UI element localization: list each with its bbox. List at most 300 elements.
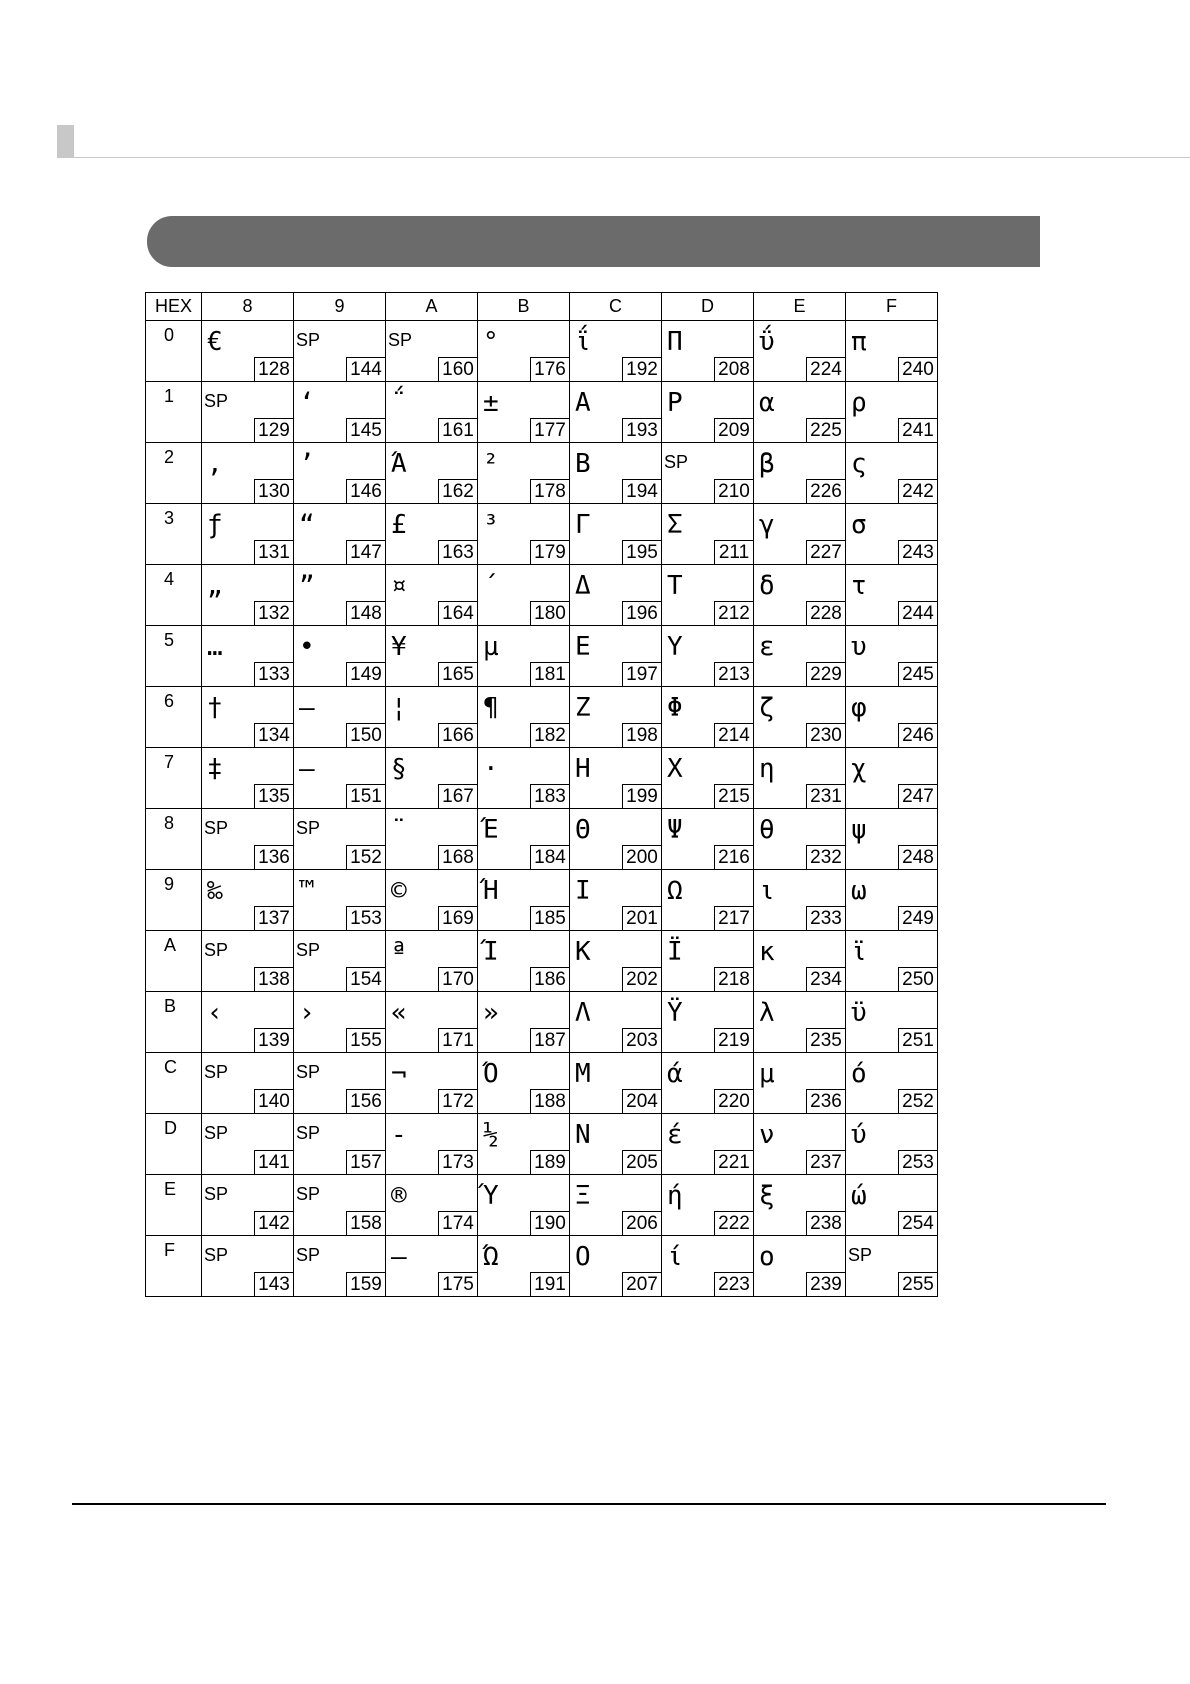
char-glyph: Ρ bbox=[667, 388, 683, 418]
char-glyph: ¥ bbox=[391, 632, 407, 662]
char-cell bbox=[386, 504, 478, 565]
char-cell bbox=[570, 565, 662, 626]
char-cell bbox=[478, 748, 570, 809]
char-code: 129 bbox=[254, 418, 294, 443]
char-code: 167 bbox=[438, 784, 478, 809]
char-glyph: SP bbox=[204, 1184, 229, 1204]
char-cell bbox=[202, 1175, 294, 1236]
table-row bbox=[146, 321, 938, 382]
char-code: 236 bbox=[806, 1089, 846, 1114]
hex-corner-label: HEX bbox=[146, 293, 202, 321]
char-glyph: ª bbox=[391, 937, 407, 967]
char-code: 142 bbox=[254, 1211, 294, 1236]
char-glyph: SP bbox=[204, 1245, 229, 1265]
char-glyph: ¬ bbox=[391, 1059, 407, 1089]
char-cell bbox=[202, 1053, 294, 1114]
char-code: 146 bbox=[346, 479, 386, 504]
char-glyph: « bbox=[391, 998, 407, 1028]
char-cell bbox=[754, 1175, 846, 1236]
char-glyph: Ξ bbox=[575, 1181, 591, 1211]
char-code: 141 bbox=[254, 1150, 294, 1175]
char-glyph: ί bbox=[667, 1242, 683, 1272]
table-row bbox=[146, 1236, 938, 1297]
char-code: 165 bbox=[438, 662, 478, 687]
char-glyph: μ bbox=[759, 1059, 775, 1089]
char-glyph: ” bbox=[299, 571, 315, 601]
char-glyph: Φ bbox=[667, 693, 683, 723]
table-row bbox=[146, 931, 938, 992]
char-cell bbox=[570, 443, 662, 504]
char-cell bbox=[202, 565, 294, 626]
char-code: 217 bbox=[714, 906, 754, 931]
char-glyph: Σ bbox=[667, 510, 683, 540]
char-code: 133 bbox=[254, 662, 294, 687]
char-glyph: § bbox=[391, 754, 407, 784]
char-cell bbox=[294, 870, 386, 931]
char-code: 255 bbox=[898, 1272, 938, 1297]
char-code: 168 bbox=[438, 845, 478, 870]
char-code: 234 bbox=[806, 967, 846, 992]
char-code: 154 bbox=[346, 967, 386, 992]
char-cell bbox=[478, 1053, 570, 1114]
char-glyph: ― bbox=[391, 1242, 407, 1272]
char-cell bbox=[478, 809, 570, 870]
char-glyph: SP bbox=[204, 391, 229, 411]
char-cell bbox=[386, 748, 478, 809]
char-glyph: ¶ bbox=[483, 693, 499, 723]
char-cell bbox=[754, 931, 846, 992]
char-code: 157 bbox=[346, 1150, 386, 1175]
char-cell bbox=[294, 382, 386, 443]
char-code: 163 bbox=[438, 540, 478, 565]
char-glyph: ƒ bbox=[207, 510, 223, 540]
char-code: 241 bbox=[898, 418, 938, 443]
char-cell bbox=[570, 1236, 662, 1297]
char-glyph: ξ bbox=[759, 1181, 775, 1211]
char-code: 244 bbox=[898, 601, 938, 626]
char-glyph: SP bbox=[848, 1245, 873, 1265]
char-cell bbox=[202, 687, 294, 748]
char-cell bbox=[478, 1236, 570, 1297]
table-row bbox=[146, 992, 938, 1053]
char-glyph: ι bbox=[759, 876, 775, 906]
char-glyph: ½ bbox=[483, 1120, 499, 1150]
char-cell bbox=[294, 626, 386, 687]
char-code: 193 bbox=[622, 418, 662, 443]
char-code: 138 bbox=[254, 967, 294, 992]
char-code: 170 bbox=[438, 967, 478, 992]
char-code: 215 bbox=[714, 784, 754, 809]
char-glyph: SP bbox=[388, 330, 413, 350]
char-code: 147 bbox=[346, 540, 386, 565]
char-glyph: SP bbox=[296, 1062, 321, 1082]
table-row bbox=[146, 565, 938, 626]
title-bar bbox=[147, 216, 1040, 267]
char-cell bbox=[478, 504, 570, 565]
char-cell bbox=[662, 931, 754, 992]
char-glyph: α bbox=[759, 388, 775, 418]
char-cell bbox=[570, 748, 662, 809]
char-glyph: ΰ bbox=[759, 327, 775, 357]
row-header: 7 bbox=[146, 748, 202, 809]
char-glyph: µ bbox=[483, 632, 499, 662]
row-header: D bbox=[146, 1114, 202, 1175]
char-glyph: η bbox=[759, 754, 775, 784]
char-glyph: Έ bbox=[483, 815, 499, 845]
char-cell bbox=[662, 1053, 754, 1114]
char-glyph: φ bbox=[851, 693, 867, 723]
char-cell bbox=[754, 809, 846, 870]
char-code: 245 bbox=[898, 662, 938, 687]
char-cell bbox=[202, 443, 294, 504]
char-glyph: ¨ bbox=[391, 815, 407, 845]
row-header: 1 bbox=[146, 382, 202, 443]
char-cell bbox=[478, 1175, 570, 1236]
char-cell bbox=[754, 1053, 846, 1114]
char-cell bbox=[386, 1175, 478, 1236]
char-cell bbox=[662, 504, 754, 565]
char-cell bbox=[662, 809, 754, 870]
char-code: 216 bbox=[714, 845, 754, 870]
char-code: 221 bbox=[714, 1150, 754, 1175]
char-glyph: SP bbox=[204, 940, 229, 960]
char-cell bbox=[570, 870, 662, 931]
char-code: 152 bbox=[346, 845, 386, 870]
row-header: 5 bbox=[146, 626, 202, 687]
char-glyph: SP bbox=[204, 818, 229, 838]
char-glyph: ® bbox=[391, 1181, 407, 1211]
char-glyph: Ψ bbox=[667, 815, 683, 845]
row-header: F bbox=[146, 1236, 202, 1297]
char-glyph: SP bbox=[296, 940, 321, 960]
char-glyph: δ bbox=[759, 571, 775, 601]
char-code: 144 bbox=[346, 357, 386, 382]
char-cell bbox=[202, 1236, 294, 1297]
char-cell bbox=[294, 931, 386, 992]
char-glyph: Ή bbox=[483, 876, 499, 906]
char-code: 242 bbox=[898, 479, 938, 504]
char-cell bbox=[478, 870, 570, 931]
char-glyph: τ bbox=[851, 571, 867, 601]
char-glyph: υ bbox=[851, 632, 867, 662]
char-code: 229 bbox=[806, 662, 846, 687]
char-glyph: … bbox=[207, 632, 223, 662]
char-code: 253 bbox=[898, 1150, 938, 1175]
row-header: B bbox=[146, 992, 202, 1053]
char-code: 176 bbox=[530, 357, 570, 382]
char-code: 162 bbox=[438, 479, 478, 504]
char-glyph: ± bbox=[483, 388, 499, 418]
char-code: 212 bbox=[714, 601, 754, 626]
char-cell bbox=[202, 809, 294, 870]
char-glyph: † bbox=[207, 693, 223, 723]
char-glyph: £ bbox=[391, 510, 407, 540]
char-code: 178 bbox=[530, 479, 570, 504]
char-code: 182 bbox=[530, 723, 570, 748]
table-row bbox=[146, 1114, 938, 1175]
table-row bbox=[146, 382, 938, 443]
table-row bbox=[146, 870, 938, 931]
char-cell bbox=[846, 931, 938, 992]
row-header: 4 bbox=[146, 565, 202, 626]
char-glyph: Μ bbox=[575, 1059, 591, 1089]
char-glyph: Τ bbox=[667, 571, 683, 601]
char-glyph: ™ bbox=[299, 876, 315, 906]
char-glyph: – bbox=[299, 693, 315, 723]
char-glyph: π bbox=[851, 327, 867, 357]
char-cell bbox=[846, 1114, 938, 1175]
char-glyph: SP bbox=[296, 1184, 321, 1204]
char-code: 132 bbox=[254, 601, 294, 626]
char-cell bbox=[754, 1236, 846, 1297]
char-code: 208 bbox=[714, 357, 754, 382]
char-cell bbox=[754, 321, 846, 382]
char-cell bbox=[662, 748, 754, 809]
char-code: 254 bbox=[898, 1211, 938, 1236]
char-glyph: „ bbox=[207, 571, 223, 601]
char-glyph: έ bbox=[667, 1120, 683, 1150]
row-header: E bbox=[146, 1175, 202, 1236]
char-cell bbox=[846, 504, 938, 565]
char-cell bbox=[570, 504, 662, 565]
char-glyph: ² bbox=[483, 449, 499, 479]
char-code: 143 bbox=[254, 1272, 294, 1297]
char-cell bbox=[386, 809, 478, 870]
char-cell bbox=[478, 626, 570, 687]
char-cell bbox=[570, 809, 662, 870]
row-header: 8 bbox=[146, 809, 202, 870]
column-header: E bbox=[754, 293, 846, 321]
row-header: A bbox=[146, 931, 202, 992]
char-glyph: ή bbox=[667, 1181, 683, 1211]
char-cell bbox=[386, 443, 478, 504]
char-code: 164 bbox=[438, 601, 478, 626]
char-code: 177 bbox=[530, 418, 570, 443]
char-cell bbox=[754, 687, 846, 748]
char-cell bbox=[754, 870, 846, 931]
char-cell bbox=[478, 1114, 570, 1175]
char-glyph: γ bbox=[759, 510, 775, 540]
char-cell bbox=[386, 321, 478, 382]
char-code: 184 bbox=[530, 845, 570, 870]
char-glyph: Ι bbox=[575, 876, 591, 906]
char-glyph: ό bbox=[851, 1059, 867, 1089]
char-cell bbox=[294, 1114, 386, 1175]
char-glyph: ύ bbox=[851, 1120, 867, 1150]
char-code: 160 bbox=[438, 357, 478, 382]
char-code: 169 bbox=[438, 906, 478, 931]
char-code: 209 bbox=[714, 418, 754, 443]
char-code: 155 bbox=[346, 1028, 386, 1053]
char-code: 197 bbox=[622, 662, 662, 687]
char-code: 207 bbox=[622, 1272, 662, 1297]
char-cell bbox=[662, 687, 754, 748]
char-code: 187 bbox=[530, 1028, 570, 1053]
char-code: 200 bbox=[622, 845, 662, 870]
char-cell bbox=[754, 992, 846, 1053]
char-code: 202 bbox=[622, 967, 662, 992]
char-code: 183 bbox=[530, 784, 570, 809]
char-cell bbox=[662, 1114, 754, 1175]
char-cell bbox=[478, 687, 570, 748]
char-cell bbox=[386, 1053, 478, 1114]
char-code: 249 bbox=[898, 906, 938, 931]
column-header: C bbox=[570, 293, 662, 321]
char-cell bbox=[662, 1236, 754, 1297]
char-cell bbox=[294, 1053, 386, 1114]
char-code: 220 bbox=[714, 1089, 754, 1114]
char-glyph: · bbox=[483, 754, 499, 784]
char-cell bbox=[662, 1175, 754, 1236]
char-code: 232 bbox=[806, 845, 846, 870]
char-code: 239 bbox=[806, 1272, 846, 1297]
character-code-table bbox=[145, 292, 938, 1297]
char-code: 194 bbox=[622, 479, 662, 504]
char-glyph: Λ bbox=[575, 998, 591, 1028]
char-glyph: ϋ bbox=[851, 998, 867, 1028]
char-glyph: Θ bbox=[575, 815, 591, 845]
char-cell bbox=[386, 992, 478, 1053]
char-code: 179 bbox=[530, 540, 570, 565]
char-code: 226 bbox=[806, 479, 846, 504]
char-cell bbox=[754, 626, 846, 687]
char-cell bbox=[570, 1114, 662, 1175]
char-cell bbox=[662, 565, 754, 626]
char-code: 158 bbox=[346, 1211, 386, 1236]
char-glyph: β bbox=[759, 449, 775, 479]
char-cell bbox=[294, 504, 386, 565]
char-glyph: SP bbox=[296, 1123, 321, 1143]
char-cell bbox=[754, 748, 846, 809]
char-cell bbox=[754, 504, 846, 565]
char-glyph: © bbox=[391, 876, 407, 906]
char-code: 243 bbox=[898, 540, 938, 565]
char-cell bbox=[386, 565, 478, 626]
char-cell bbox=[386, 687, 478, 748]
char-cell bbox=[202, 504, 294, 565]
char-glyph: ώ bbox=[851, 1181, 867, 1211]
char-glyph: ‚ bbox=[207, 449, 223, 479]
char-glyph: ω bbox=[851, 876, 867, 906]
char-code: 161 bbox=[438, 418, 478, 443]
char-cell bbox=[478, 992, 570, 1053]
char-code: 203 bbox=[622, 1028, 662, 1053]
char-glyph: Ε bbox=[575, 632, 591, 662]
char-glyph: • bbox=[299, 632, 315, 662]
char-code: 248 bbox=[898, 845, 938, 870]
char-glyph: ρ bbox=[851, 388, 867, 418]
char-cell bbox=[202, 382, 294, 443]
char-cell bbox=[294, 565, 386, 626]
char-glyph: Ν bbox=[575, 1120, 591, 1150]
row-header: 0 bbox=[146, 321, 202, 382]
char-cell bbox=[662, 870, 754, 931]
char-glyph: ε bbox=[759, 632, 775, 662]
char-code: 191 bbox=[530, 1272, 570, 1297]
char-glyph: SP bbox=[296, 818, 321, 838]
char-cell bbox=[478, 565, 570, 626]
char-glyph: ¦ bbox=[391, 693, 407, 723]
char-code: 150 bbox=[346, 723, 386, 748]
char-glyph: ΅ bbox=[391, 388, 407, 418]
char-glyph: χ bbox=[851, 754, 867, 784]
char-code: 222 bbox=[714, 1211, 754, 1236]
char-cell bbox=[386, 870, 478, 931]
char-cell bbox=[202, 321, 294, 382]
char-cell bbox=[202, 870, 294, 931]
char-code: 247 bbox=[898, 784, 938, 809]
char-cell bbox=[294, 1175, 386, 1236]
char-code: 214 bbox=[714, 723, 754, 748]
char-glyph: › bbox=[299, 998, 315, 1028]
char-code: 205 bbox=[622, 1150, 662, 1175]
char-glyph: Χ bbox=[667, 754, 683, 784]
char-code: 196 bbox=[622, 601, 662, 626]
section-marker bbox=[57, 125, 74, 158]
char-glyph: θ bbox=[759, 815, 775, 845]
char-cell bbox=[846, 565, 938, 626]
char-code: 136 bbox=[254, 845, 294, 870]
char-glyph: Ο bbox=[575, 1242, 591, 1272]
char-code: 173 bbox=[438, 1150, 478, 1175]
char-cell bbox=[754, 443, 846, 504]
char-code: 128 bbox=[254, 357, 294, 382]
char-code: 233 bbox=[806, 906, 846, 931]
char-code: 156 bbox=[346, 1089, 386, 1114]
char-cell bbox=[294, 687, 386, 748]
char-code: 172 bbox=[438, 1089, 478, 1114]
char-glyph: ‹ bbox=[207, 998, 223, 1028]
char-glyph: ς bbox=[851, 449, 867, 479]
column-header: 9 bbox=[294, 293, 386, 321]
char-cell bbox=[570, 1175, 662, 1236]
char-cell bbox=[202, 1114, 294, 1175]
column-header: D bbox=[662, 293, 754, 321]
char-glyph: Γ bbox=[575, 510, 591, 540]
char-cell bbox=[662, 321, 754, 382]
char-glyph: ° bbox=[483, 327, 499, 357]
table-row bbox=[146, 626, 938, 687]
column-header: A bbox=[386, 293, 478, 321]
char-code: 149 bbox=[346, 662, 386, 687]
column-header: 8 bbox=[202, 293, 294, 321]
char-code: 159 bbox=[346, 1272, 386, 1297]
char-code: 204 bbox=[622, 1089, 662, 1114]
char-cell bbox=[846, 382, 938, 443]
char-glyph: SP bbox=[296, 330, 321, 350]
char-code: 251 bbox=[898, 1028, 938, 1053]
char-cell bbox=[294, 1236, 386, 1297]
char-glyph: ΐ bbox=[575, 327, 591, 357]
char-glyph: Κ bbox=[575, 937, 591, 967]
char-glyph: Ά bbox=[391, 449, 407, 479]
char-code: 148 bbox=[346, 601, 386, 626]
char-code: 134 bbox=[254, 723, 294, 748]
char-code: 231 bbox=[806, 784, 846, 809]
char-code: 195 bbox=[622, 540, 662, 565]
char-glyph: Ό bbox=[483, 1059, 499, 1089]
char-cell bbox=[570, 1053, 662, 1114]
char-glyph: ‡ bbox=[207, 754, 223, 784]
char-code: 206 bbox=[622, 1211, 662, 1236]
char-code: 235 bbox=[806, 1028, 846, 1053]
char-cell bbox=[570, 321, 662, 382]
char-code: 151 bbox=[346, 784, 386, 809]
char-cell bbox=[202, 931, 294, 992]
char-cell bbox=[478, 443, 570, 504]
char-glyph: — bbox=[299, 754, 315, 784]
char-code: 171 bbox=[438, 1028, 478, 1053]
